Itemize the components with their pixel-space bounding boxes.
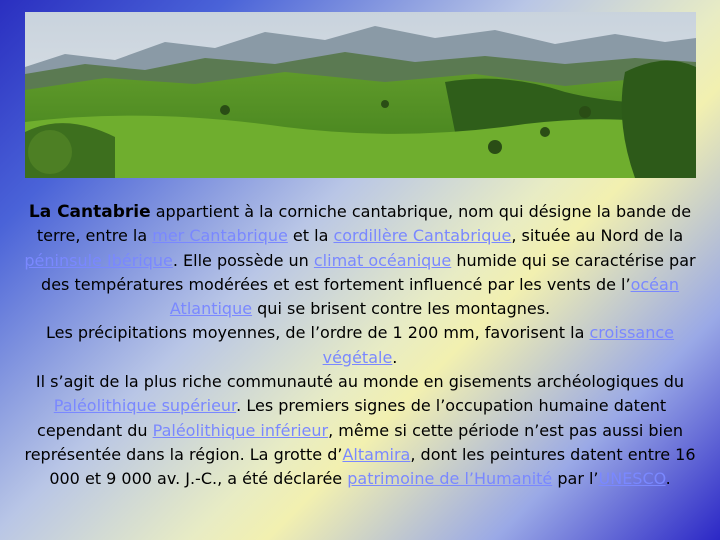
link-paleolithique-inferieur[interactable]: Paléolithique inférieur [152,420,329,440]
landscape-photo [25,12,696,178]
link-paleolithique-superieur[interactable]: Paléolithique supérieur [53,396,237,416]
text-run: Il s’agit de la plus riche communauté au monde en gisements archéologiques du [35,372,685,392]
landscape-image [25,12,696,178]
text-run: . Elle possède un [172,250,314,270]
slide-title: La Cantabrie [28,202,151,222]
text-run: appartient à la corniche cantabrique, nom qui désigne la bande de terre, entre la [36,202,692,246]
text-run: . [392,347,398,367]
link-cordillere-cantabrique[interactable]: cordillère Cantabrique [333,226,512,246]
text-run: . Les premiers signes de l’occupation humaine datent cependant du [37,396,667,440]
slide-text [22,200,698,492]
text-run: , située au Nord de la [511,226,684,246]
link-croissance-vegetale[interactable]: croissance végétale [322,323,675,367]
text-run: qui se brisent contre les montagnes. [252,299,551,319]
paragraph-3 [22,370,698,491]
paragraph-2 [22,321,698,370]
text-run: par l’ [552,469,599,489]
text-run: et la [287,226,334,246]
link-patrimoine-humanite[interactable]: patrimoine de l’Humanité [347,469,553,489]
text-run: . [665,469,671,489]
paragraph-1 [22,200,698,321]
link-peninsule-iberique[interactable]: péninsule Ibérique [24,250,173,270]
link-mer-cantabrique[interactable]: mer Cantabrique [152,226,288,246]
link-ocean-atlantique[interactable]: océan Atlantique [169,274,679,319]
text-run: humide qui se caractérise par des températures modérées et est fortement influencé par les vents de l’ [41,250,696,294]
text-run: , dont les peintures datent entre 16 000 et 9 000 av. J.-C., a été déclarée [49,444,696,489]
link-unesco[interactable]: UNESCO [598,469,666,489]
link-climat-oceanique[interactable]: climat océanique [313,250,452,270]
text-run: Les précipitations moyennes, de l’ordre de 1 200 mm, favorisent la [45,323,590,343]
link-altamira[interactable]: Altamira [342,444,411,464]
text-run: , même si cette période n’est pas aussi bien représentée dans la région. La grotte d’ [24,420,683,464]
